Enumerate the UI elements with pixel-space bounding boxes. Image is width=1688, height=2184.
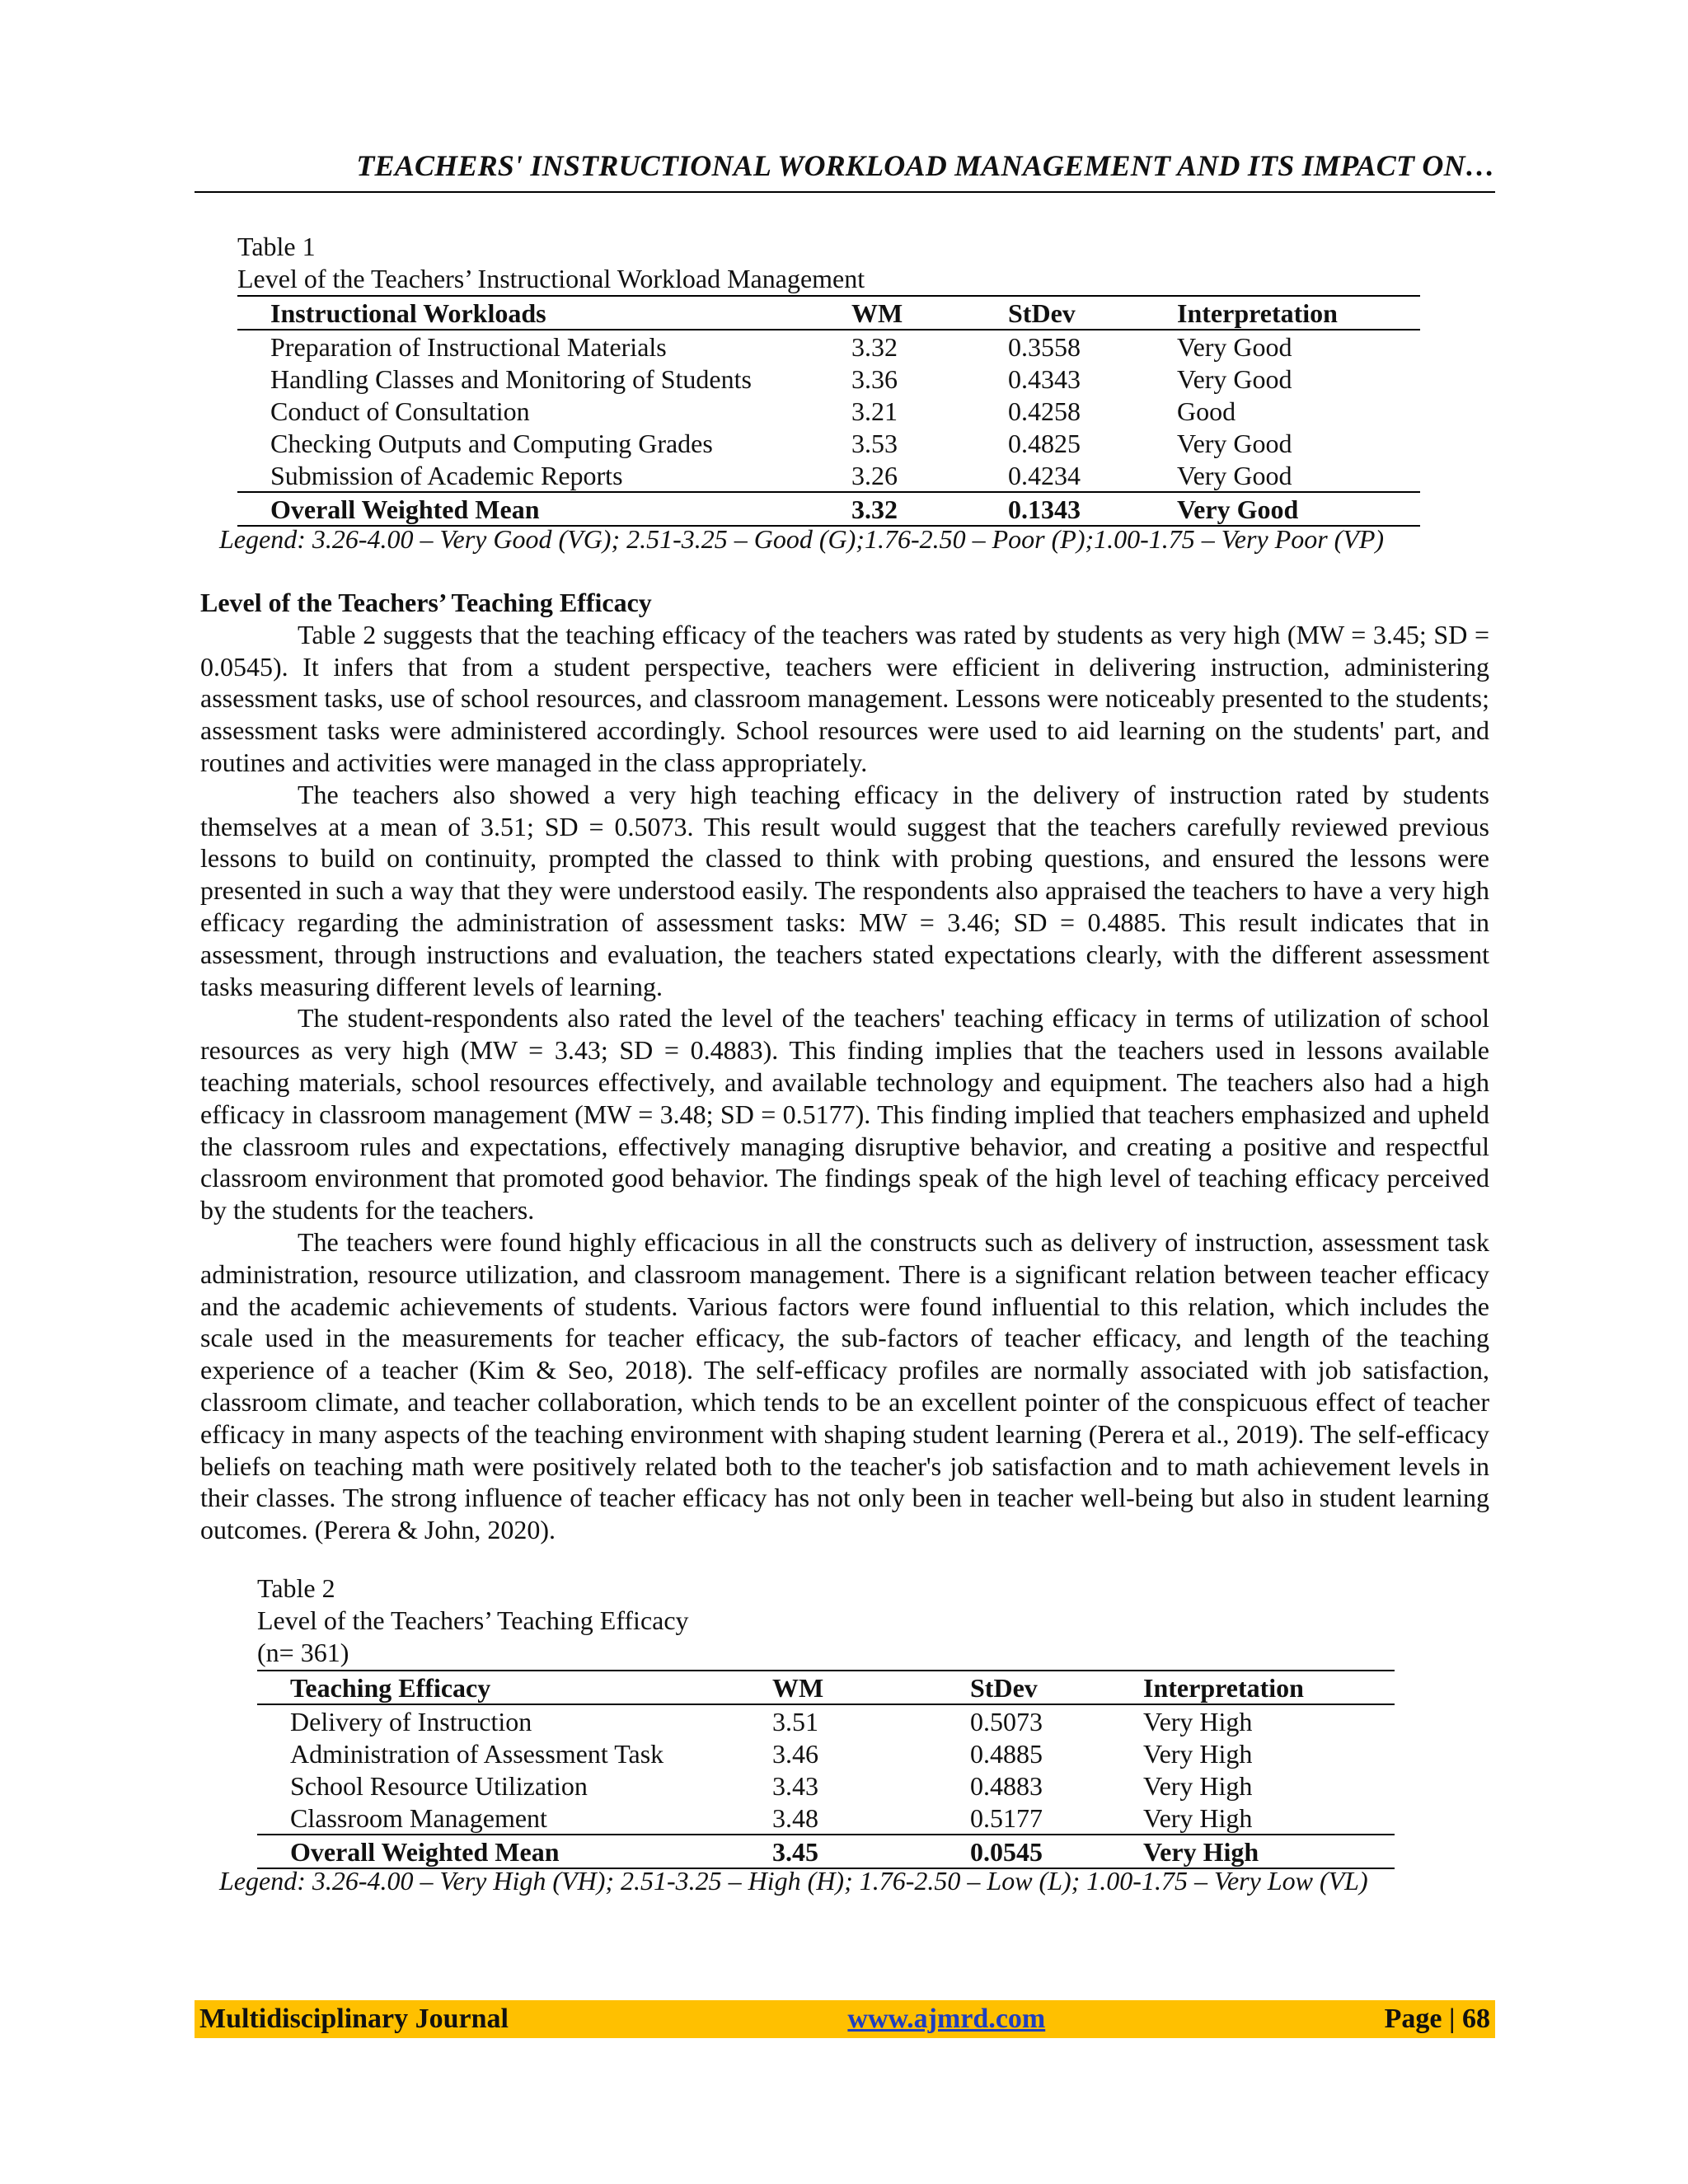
table-cell: 3.45 [772, 1836, 818, 1867]
section-body [200, 587, 1489, 1546]
table-2-header: Teaching Efficacy [290, 1672, 491, 1703]
table-row [237, 459, 1420, 492]
table-cell: Delivery of Instruction [290, 1706, 532, 1736]
table-cell: 3.53 [851, 428, 898, 458]
table-cell: Handling Classes and Monitoring of Students [270, 363, 752, 394]
table-cell: Very Good [1177, 428, 1292, 458]
journal-url-link[interactable]: www.ajmrd.com [847, 2004, 1046, 2034]
table-2-label: Table 2 [257, 1573, 335, 1603]
page-number: Page | 68 [1384, 2004, 1490, 2034]
table-cell: 0.4234 [1008, 460, 1081, 490]
table-cell: 0.0545 [970, 1836, 1043, 1867]
paragraph: The teachers were found highly efficacious in all the constructs such as delivery of instruction, assessment task administration, resource utilization, and classroom management. There is a significant relation between teacher efficacy and the academic achievements of students. Various factors were found influential to this relation, which includes the scale used in the measurements for teacher efficacy, the sub-factors of teacher efficacy, and length of the teaching experience of a teacher (Kim & Seo, 2018). The self-efficacy profiles are normally associated with job satisfaction, classroom climate, and teacher collaboration, which tends to be an excellent pointer of the conspicuous effect of teacher efficacy in many aspects of the teaching environment with shaping student learning (Perera et al., 2019). The self-efficacy beliefs on teaching math were positively related both to the teacher's job satisfaction and to math achievement levels in their classes. The strong influence of teacher efficacy has not only been in teacher well-being but also in student learning outcomes. (Perera & John, 2020). [200, 1226, 1489, 1545]
table-1-title: Level of the Teachers’ Instructional Workload Management [237, 264, 865, 293]
table-2-legend: Legend: 3.26-4.00 – Very High (VH); 2.51-3.25 – High (H); 1.76-2.50 – Low (L); 1.00-1.75 – Very Low (VL) [219, 1866, 1368, 1896]
table-cell: Very Good [1177, 460, 1292, 490]
table-1-header: Interpretation [1177, 298, 1338, 328]
table-cell: Very Good [1177, 331, 1292, 362]
table-2-header-row [257, 1671, 1395, 1704]
table-2-overall-row [257, 1835, 1395, 1868]
table-cell: 3.36 [851, 363, 898, 394]
table-row [257, 1737, 1395, 1769]
table-cell: Very Good [1177, 494, 1299, 524]
table-row [237, 363, 1420, 395]
table-2-sample: (n= 361) [257, 1638, 349, 1667]
section-heading: Level of the Teachers’ Teaching Efficacy [200, 588, 652, 617]
table-cell: 3.48 [772, 1802, 818, 1833]
table-cell: Very High [1143, 1770, 1253, 1801]
table-cell: 0.4258 [1008, 396, 1081, 426]
journal-name: Multidisciplinary Journal [199, 2004, 509, 2034]
table-cell: Classroom Management [290, 1802, 547, 1833]
table-2-block [257, 1572, 689, 1669]
table-row [257, 1704, 1395, 1737]
table-1-header: WM [851, 298, 903, 328]
table-cell: 3.21 [851, 396, 898, 426]
table-cell: School Resource Utilization [290, 1770, 588, 1801]
table-1-overall-row [237, 492, 1420, 526]
header-rule [195, 191, 1495, 193]
table-cell: Administration of Assessment Task [290, 1738, 664, 1769]
table-cell: 3.51 [772, 1706, 818, 1736]
table-cell: Very High [1143, 1738, 1253, 1769]
paragraph: The student-respondents also rated the level of the teachers' teaching efficacy in terms of utilization of school resources as very high (MW = 3.43; SD = 0.4883). This finding implies that the teachers used in lessons available teaching materials, school resources effectively, and available technology and equipment. The teachers also had a high efficacy in classroom management (MW = 3.48; SD = 0.5177). This finding implied that teachers emphasized and upheld the classroom rules and expectations, effectively managing disruptive behavior, and creating a positive and respectful classroom environment that promoted good behavior. The findings speak of the high level of teaching efficacy perceived by the students for the teachers. [200, 1003, 1489, 1226]
table-cell: 3.26 [851, 460, 898, 490]
table-cell: 0.4825 [1008, 428, 1081, 458]
table-row [257, 1802, 1395, 1835]
table-1-header: StDev [1008, 298, 1076, 328]
paragraph: The teachers also showed a very high teaching efficacy in the delivery of instruction rated by students themselves at a mean of 3.51; SD = 0.5073. This result would suggest that the teachers carefully reviewed previous lessons to build on continuity, prompted the classed to think with probing questions, and ensured the lessons were presented in such a way that they were understood easily. The respondents also appraised the teachers to have a very high efficacy regarding the administration of assessment tasks: MW = 3.46; SD = 0.4885. This result indicates that in assessment, through instructions and evaluation, the teachers stated expectations clearly, with the different assessment tasks measuring different levels of learning. [200, 779, 1489, 1001]
table-cell: Preparation of Instructional Materials [270, 331, 667, 362]
table-cell: 0.3558 [1008, 331, 1081, 362]
table-row [237, 330, 1420, 363]
table-cell: Very Good [1177, 363, 1292, 394]
table-1-legend: Legend: 3.26-4.00 – Very Good (VG); 2.51-3.25 – Good (G);1.76-2.50 – Poor (P);1.00-1.75 – Very Poor (VP) [219, 524, 1385, 554]
table-cell: 0.4885 [970, 1738, 1043, 1769]
table-cell: Very High [1143, 1836, 1259, 1867]
table-cell: Good [1177, 396, 1236, 426]
table-cell: 3.32 [851, 331, 898, 362]
table-cell: Conduct of Consultation [270, 396, 530, 426]
table-1-label: Table 1 [237, 232, 316, 261]
table-cell: 3.46 [772, 1738, 818, 1769]
table-cell: 0.4343 [1008, 363, 1081, 394]
table-cell: 0.5073 [970, 1706, 1043, 1736]
table-row [257, 1769, 1395, 1802]
table-cell: Very High [1143, 1802, 1253, 1833]
table-row [237, 427, 1420, 459]
table-2 [257, 1670, 1395, 1869]
table-1-header: Instructional Workloads [270, 298, 546, 328]
table-cell: 0.1343 [1008, 494, 1081, 524]
table-2-title: Level of the Teachers’ Teaching Efficacy [257, 1605, 689, 1635]
page-footer [195, 2000, 1495, 2038]
table-cell: Overall Weighted Mean [290, 1836, 560, 1867]
paragraph: Table 2 suggests that the teaching efficacy of the teachers was rated by students as very high (MW = 3.45; SD = 0.0545). It infers that from a student perspective, teachers were efficient in delivering instruction, administering assessment tasks, use of school resources, and classroom management. Lessons were noticeably presented to the students; assessment tasks were administered accordingly. School resources were used to aid learning on the students' part, and routines and activities were managed in the class appropriately. [200, 619, 1489, 777]
table-cell: 3.43 [772, 1770, 818, 1801]
table-1-block [237, 231, 865, 295]
table-2-header: Interpretation [1143, 1672, 1304, 1703]
table-2-header: StDev [970, 1672, 1038, 1703]
table-cell: 0.5177 [970, 1802, 1043, 1833]
table-cell: 0.4883 [970, 1770, 1043, 1801]
table-cell: 3.32 [851, 494, 898, 524]
table-cell: Very High [1143, 1706, 1253, 1736]
running-head: TEACHERS' INSTRUCTIONAL WORKLOAD MANAGEMENT AND ITS IMPACT ON… [356, 149, 1495, 182]
table-cell: Submission of Academic Reports [270, 460, 623, 490]
table-cell: Checking Outputs and Computing Grades [270, 428, 713, 458]
table-row [237, 395, 1420, 427]
table-cell: Overall Weighted Mean [270, 494, 540, 524]
table-1 [237, 295, 1420, 527]
table-2-header: WM [772, 1672, 824, 1703]
table-1-header-row [237, 296, 1420, 330]
